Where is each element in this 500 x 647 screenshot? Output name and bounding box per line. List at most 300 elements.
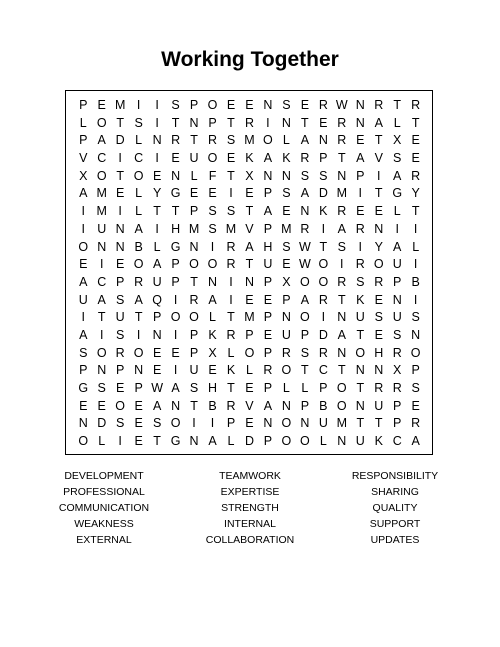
grid-cell: A [337,327,346,342]
grid-cell: A [152,398,162,413]
grid-cell: N [337,168,347,183]
grid-cell: T [337,363,346,378]
grid-cell: L [153,239,161,254]
grid-cell: S [282,98,291,112]
grid-cell: H [374,345,384,360]
grid-cell: U [97,221,107,236]
grid-cell: R [263,363,273,378]
grid-cell: R [318,345,328,360]
grid-cell: T [190,133,198,148]
grid-cell: M [244,310,255,325]
grid-cell: S [282,186,291,201]
grid-cell: T [337,292,346,307]
word-item: WEAKNESS [74,518,134,530]
grid-cell: D [97,416,107,431]
grid-cell: U [355,310,365,325]
grid-cell: N [115,221,125,236]
grid-cell: I [210,416,215,431]
grid-cell: S [411,381,420,395]
grid-cell: T [356,327,365,342]
grid-cell: R [134,274,144,289]
grid-cell: S [374,310,383,325]
grid-cell: L [393,115,401,130]
grid-cell: P [189,98,199,112]
grid-cell: T [116,115,124,130]
grid-cell: S [171,98,180,112]
grid-cell: G [78,381,89,395]
grid-cell: M [336,186,347,201]
grid-cell: T [190,398,198,413]
grid-cell: C [318,363,328,378]
grid-cell: X [79,168,88,183]
grid-cell: A [79,186,88,201]
grid-cell: P [263,434,273,449]
grid-cell: P [189,327,199,342]
grid-cell: E [263,327,273,342]
grid-cell: I [118,434,122,449]
grid-cell: V [245,221,254,236]
grid-cell: S [356,274,365,289]
grid-cell: P [263,345,273,360]
grid-cell: O [318,274,329,289]
grid-cell: E [134,416,143,431]
grid-cell: N [355,398,365,413]
grid-cell: I [321,310,326,325]
grid-cell: I [173,327,178,342]
grid-cell: A [79,274,88,289]
grid-cell: R [244,115,254,130]
page-title: Working Together [161,48,339,71]
grid-cell: I [99,327,104,342]
grid-cell: U [189,363,199,378]
grid-cell: R [392,381,402,395]
grid-cell: A [411,434,420,449]
grid-cell: I [173,363,178,378]
grid-cell: D [244,434,254,449]
grid-cell: S [393,151,402,166]
grid-cell: E [152,363,162,378]
grid-cell: N [355,98,365,112]
grid-cell: P [282,292,291,307]
grid-cell: O [133,345,144,360]
grid-cell: O [281,434,292,449]
grid-cell: S [79,345,88,360]
grid-cell: P [116,274,125,289]
grid-cell: E [245,381,254,395]
grid-cell: L [209,310,216,325]
grid-cell: P [226,416,236,431]
grid-cell: R [189,292,199,307]
grid-cell: S [116,292,125,307]
grid-cell: R [411,416,421,431]
grid-cell: S [134,115,143,130]
grid-cell: P [134,381,143,395]
grid-cell: E [79,398,88,413]
grid-cell: O [299,310,310,325]
grid-cell: K [319,204,328,219]
grid-cell: E [319,115,328,130]
grid-cell: O [96,168,107,183]
grid-cell: E [226,151,236,166]
grid-cell: I [155,221,159,236]
grid-cell: O [281,416,292,431]
grid-cell: P [300,398,310,413]
grid-cell: A [171,381,180,395]
grid-cell: C [97,274,107,289]
letter-grid [74,97,425,451]
grid-cell: R [337,133,347,148]
grid-cell: O [207,257,218,272]
grid-cell: S [97,381,106,395]
grid-cell: O [189,310,199,325]
grid-cell: L [245,363,253,378]
grid-cell: T [245,257,254,272]
grid-cell: L [135,133,143,148]
grid-cell: T [227,381,235,395]
grid-cell: P [300,327,310,342]
grid-cell: O [299,274,310,289]
grid-cell: N [337,310,347,325]
grid-cell: L [319,434,327,449]
grid-cell: R [337,274,347,289]
word-item: EXPERTISE [220,486,280,498]
grid-cell: E [245,292,254,307]
grid-cell: E [245,98,254,112]
grid-cell: I [136,98,141,112]
grid-cell: R [355,257,365,272]
grid-cell: K [374,434,383,449]
grid-cell: P [79,363,88,378]
grid-cell: T [319,239,328,254]
grid-cell: T [411,204,420,219]
word-item: COMMUNICATION [58,502,150,514]
grid-cell: I [81,204,85,219]
grid-cell: P [319,381,328,395]
grid-cell: W [151,381,164,395]
grid-cell: O [207,151,218,166]
grid-cell: T [97,310,106,325]
grid-cell: T [245,204,254,219]
grid-cell: R [337,115,347,130]
grid-cell: I [358,186,362,201]
grid-cell: S [282,239,291,254]
grid-cell: T [301,363,309,378]
grid-cell: R [115,345,125,360]
grid-cell: U [115,310,125,325]
grid-cell: L [227,434,235,449]
grid-cell: D [115,133,125,148]
grid-cell: S [300,168,310,183]
grid-cell: E [282,204,291,219]
grid-cell: B [319,398,328,413]
grid-cell: A [152,257,162,272]
grid-cell: A [79,327,88,342]
grid-cell: E [263,292,273,307]
grid-cell: K [282,151,291,166]
grid-cell: I [413,257,418,272]
grid-cell: P [263,381,273,395]
grid-cell: A [208,434,217,449]
grid-cell: I [173,292,178,307]
grid-cell: R [281,345,291,360]
grid-cell: H [171,221,181,236]
word-item: DEVELOPMENT [64,470,144,482]
grid-cell: K [245,151,254,166]
grid-cell: T [227,168,235,183]
grid-cell: N [374,363,384,378]
grid-cell: N [78,416,88,431]
grid-cell: L [135,204,143,219]
grid-cell: E [374,327,383,342]
grid-cell: S [226,133,236,148]
grid-cell: E [245,186,254,201]
grid-cell: B [208,398,217,413]
grid-cell: S [189,381,199,395]
grid-cell: T [374,416,383,431]
grid-cell: P [393,416,402,431]
grid-cell: A [263,151,273,166]
grid-cell: I [229,274,233,289]
grid-cell: E [411,398,420,413]
grid-cell: A [263,204,273,219]
grid-cell: E [116,257,125,272]
grid-cell: N [97,239,107,254]
grid-cell: X [208,345,217,360]
grid-cell: E [79,257,88,272]
grid-cell: P [79,98,88,112]
grid-cell: I [118,151,122,166]
grid-cell: T [393,98,402,112]
grid-cell: O [410,345,421,360]
grid-cell: S [319,168,328,183]
grid-cell: I [155,115,159,130]
grid-cell: L [98,434,106,449]
grid-cell: O [78,239,89,254]
grid-cell: R [300,151,310,166]
grid-cell: M [96,186,107,201]
grid-cell: M [336,416,347,431]
grid-cell: A [134,221,143,236]
grid-cell: O [281,363,292,378]
grid-cell: Q [152,292,162,307]
grid-cell: N [189,434,199,449]
grid-cell: I [136,327,141,342]
grid-cell: T [374,186,383,201]
grid-cell: S [300,345,310,360]
grid-cell: M [114,98,126,112]
grid-cell: R [411,98,421,112]
grid-cell: E [300,98,310,112]
grid-cell: W [298,239,311,254]
grid-cell: E [356,204,365,219]
grid-cell: T [171,115,180,130]
grid-cell: O [170,310,181,325]
grid-cell: N [281,310,291,325]
grid-cell: E [152,168,162,183]
grid-cell: X [282,274,291,289]
grid-cell: R [226,398,236,413]
word-item: INTERNAL [224,518,276,530]
grid-cell: T [374,133,383,148]
grid-cell: O [263,133,273,148]
grid-cell: M [281,221,292,236]
grid-cell: O [96,345,107,360]
grid-cell: E [152,345,162,360]
word-item: PROFESSIONAL [63,486,145,498]
grid-cell: I [395,221,399,236]
grid-cell: A [134,292,143,307]
grid-cell: W [335,98,348,112]
grid-cell: M [225,221,237,236]
grid-cell: C [134,151,144,166]
word-item: SHARING [371,486,419,498]
grid-cell: U [318,416,328,431]
grid-cell: R [374,381,384,395]
grid-cell: X [245,168,254,183]
grid-cell: V [374,151,383,166]
grid-cell: L [282,381,290,395]
grid-cell: G [392,186,403,201]
grid-cell: Y [411,186,420,201]
grid-cell: A [300,292,310,307]
grid-cell: R [374,98,384,112]
grid-cell: U [78,292,88,307]
grid-cell: E [171,345,180,360]
grid-cell: A [263,398,273,413]
grid-cell: E [374,292,383,307]
grid-cell: I [210,239,215,254]
grid-cell: T [171,204,180,219]
grid-cell: R [392,345,402,360]
word-item: STRENGTH [221,502,279,514]
grid-cell: I [413,221,418,236]
grid-cell: R [337,204,347,219]
grid-cell: S [116,416,125,431]
grid-cell: P [171,257,180,272]
grid-cell: I [340,257,344,272]
grid-cell: R [411,168,421,183]
grid-cell: E [411,133,420,148]
grid-cell: I [155,98,159,112]
grid-cell: H [263,239,273,254]
grid-cell: R [208,133,218,148]
grid-cell: E [97,98,106,112]
word-item: COLLABORATION [205,534,295,546]
grid-cell: P [263,221,273,236]
grid-cell: H [208,381,218,395]
word-item: SUPPORT [369,518,421,530]
grid-cell: A [245,239,254,254]
grid-cell: I [229,186,233,201]
grid-cell: A [356,151,365,166]
grid-cell: I [81,310,85,325]
grid-cell: N [152,327,162,342]
grid-cell: I [266,115,270,130]
grid-cell: O [207,98,218,112]
grid-cell: I [413,292,418,307]
grid-cell: I [81,221,85,236]
grid-cell: N [411,327,421,342]
grid-cell: I [321,221,326,236]
word-item: UPDATES [370,534,420,546]
grid-cell: P [171,274,180,289]
grid-cell: N [337,434,347,449]
grid-cell: N [171,168,181,183]
grid-cell: E [171,151,180,166]
grid-cell: A [393,168,402,183]
grid-cell: K [356,292,365,307]
grid-cell: L [301,381,309,395]
grid-cell: N [263,416,273,431]
grid-cell: O [299,434,310,449]
grid-cell: O [336,398,347,413]
grid-cell: I [192,416,196,431]
grid-cell: N [189,239,199,254]
grid-cell: A [300,133,310,148]
grid-cell: B [411,274,420,289]
word-item: QUALITY [372,502,418,514]
grid-cell: P [189,345,199,360]
grid-cell: N [244,274,254,289]
grid-cell: P [208,115,217,130]
grid-cell: P [116,363,125,378]
grid-cell: N [263,98,273,112]
grid-cell: A [393,239,402,254]
grid-cell: E [134,434,143,449]
grid-cell: P [245,327,254,342]
grid-cell: L [282,133,290,148]
grid-cell: O [133,168,144,183]
grid-cell: T [134,310,143,325]
grid-cell: U [392,310,402,325]
grid-cell: N [152,133,162,148]
grid-cell: A [97,133,106,148]
grid-cell: A [97,292,106,307]
grid-cell: S [116,327,125,342]
grid-cell: N [281,398,291,413]
grid-cell: N [134,363,144,378]
grid-cell: I [155,151,159,166]
grid-cell: U [152,274,162,289]
grid-cell: E [116,186,125,201]
grid-cell: N [355,115,365,130]
grid-cell: N [337,345,347,360]
grid-cell: P [393,274,402,289]
grid-cell: P [189,204,199,219]
grid-cell: I [358,239,362,254]
grid-cell: T [356,381,365,395]
grid-cell: R [355,221,365,236]
grid-cell: G [170,239,181,254]
grid-cell: Y [152,186,162,201]
grid-cell: L [135,186,143,201]
grid-cell: T [190,274,198,289]
grid-cell: N [300,416,310,431]
grid-cell: P [263,274,273,289]
grid-cell: R [318,292,328,307]
grid-cell: N [392,292,402,307]
grid-cell: A [337,221,346,236]
grid-cell: I [118,204,122,219]
grid-cell: P [356,168,365,183]
grid-cell: S [226,204,236,219]
grid-cell: O [336,381,347,395]
grid-cell: B [134,239,143,254]
grid-cell: P [79,133,88,148]
grid-cell: G [170,186,181,201]
grid-cell: O [78,434,89,449]
grid-cell: A [300,186,310,201]
